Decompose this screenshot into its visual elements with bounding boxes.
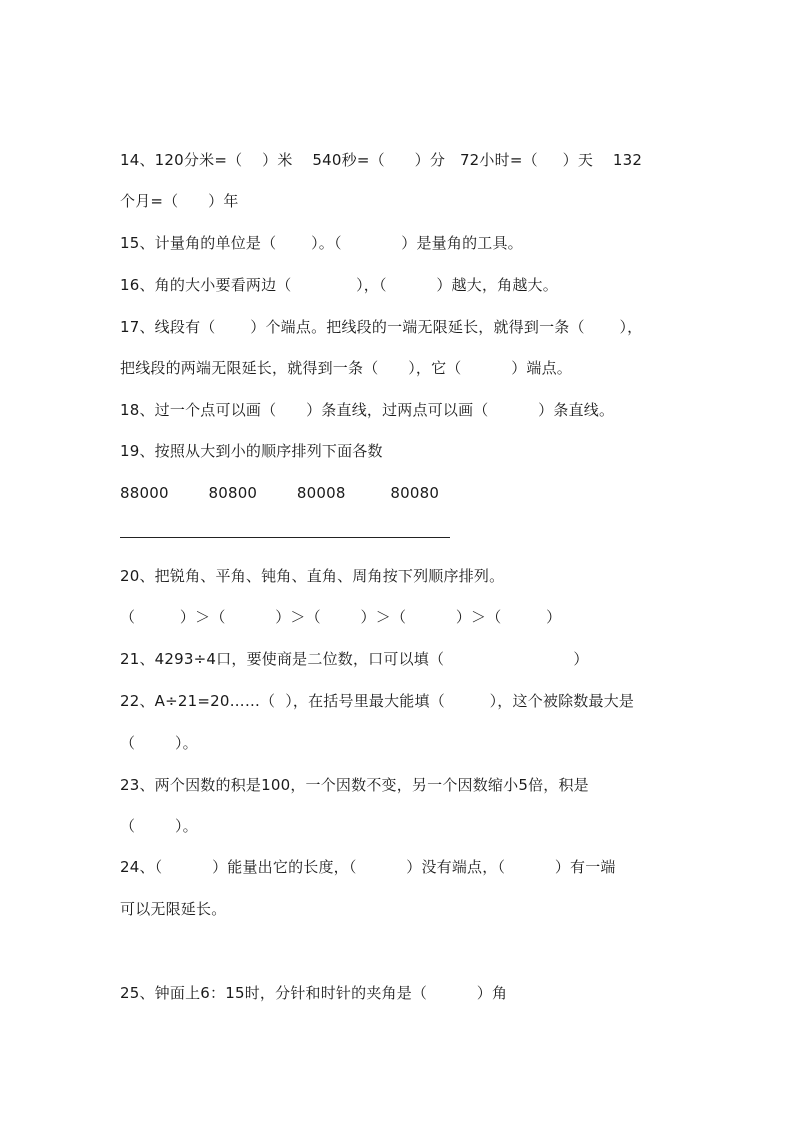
question-19-numbers: 88000 80800 80008 80080 [120, 484, 440, 502]
question-18: 18、过一个点可以画（ ）条直线，过两点可以画（ ）条直线。 [120, 401, 615, 419]
question-25: 25、钟面上6：15时，分针和时针的夹角是（ ）角 [120, 984, 508, 1002]
question-20: 20、把锐角、平角、钝角、直角、周角按下列顺序排列。 [120, 567, 505, 585]
question-23-line-1: 23、两个因数的积是100，一个因数不变，另一个因数缩小5倍，积是 [120, 776, 589, 794]
question-14-line-1: 14、120分米=（ ）米 540秒=（ ）分 72小时=（ ）天 132 [120, 151, 643, 169]
question-24-line-2: 可以无限延长。 [120, 900, 227, 918]
question-17-line-2: 把线段的两端无限延长，就得到一条（ ），它（ ）端点。 [120, 359, 572, 377]
question-20-order: （ ）＞（ ）＞（ ）＞（ ）＞（ ） [120, 608, 562, 626]
question-22-line-1: 22、A÷21=20……（ ），在括号里最大能填（ ），这个被除数最大是 [120, 692, 635, 710]
question-24-line-1: 24、（ ）能量出它的长度，（ ）没有端点，（ ）有一端 [120, 858, 616, 876]
question-23-line-2: （ ）。 [120, 817, 198, 835]
answer-line [120, 537, 450, 538]
question-14-line-2: 个月=（ ）年 [120, 192, 239, 210]
question-21: 21、4293÷4口，要使商是二位数，口可以填（ ） [120, 650, 589, 668]
question-17-line-1: 17、线段有（ ）个端点。把线段的一端无限延长，就得到一条（ ）， [120, 318, 643, 336]
question-22-line-2: （ ）。 [120, 734, 198, 752]
question-19: 19、按照从大到小的顺序排列下面各数 [120, 442, 383, 460]
question-16: 16、角的大小要看两边（ ），（ ）越大，角越大。 [120, 276, 558, 294]
question-15: 15、计量角的单位是（ ）。（ ）是量角的工具。 [120, 234, 523, 252]
